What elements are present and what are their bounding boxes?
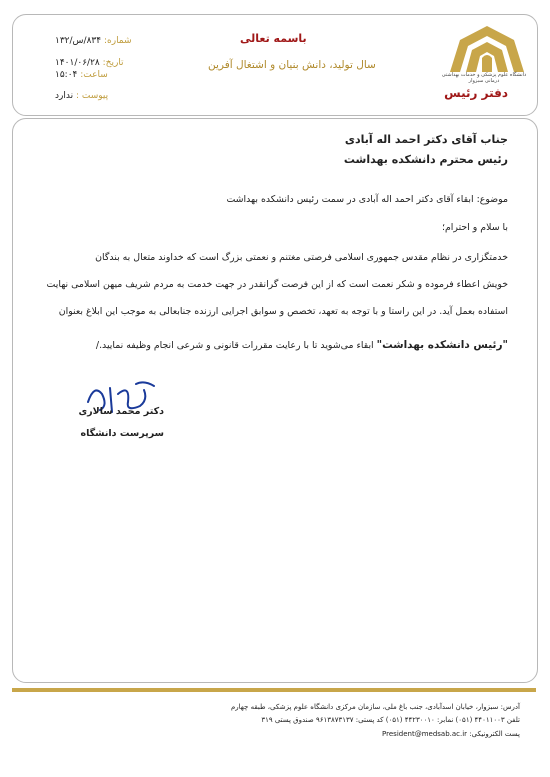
- footer-address: آدرس: سبزوار، خیابان اسدآبادی، جنب باغ ملی، سازمان مرکزی دانشگاه علوم پزشکی، طبقه چهارم: [230, 703, 520, 711]
- letter-number-value: ۸۳۴/س/۱۳۲: [55, 36, 102, 46]
- attachment-label: پیوست :: [75, 91, 109, 101]
- letter-date: [55, 58, 124, 68]
- footer-email: پست الکترونیکی: President@medsab.ac.ir: [382, 730, 520, 738]
- letter-date-label: تاریخ:: [102, 58, 124, 68]
- office-title: دفتر رئیس: [444, 86, 508, 100]
- letter-date-value: ۱۴۰۱/۰۶/۲۸: [55, 58, 100, 68]
- paragraph-last-line-rest: ابقاء می‌شوید تا با رعایت مقررات قانونی و شرعی انجام وظیفه نمایید./: [95, 340, 377, 351]
- bismillah-heading: باسمه تعالی: [240, 32, 307, 45]
- paragraph-line: خدمتگزاری در نظام مقدس جمهوری اسلامی فرصتی مغتنم و نعمتی بزرگ است که خداوند متعال به بندگان: [95, 252, 508, 263]
- paragraph-line: استفاده بعمل آید. در این راستا و با توجه به تعهد، تخصص و سوابق اجرایی ارزنده جنابعالی به موجب این ابلاغ بعنوان: [58, 306, 508, 317]
- position-title: "رئیس دانشکده بهداشت": [376, 339, 508, 351]
- paragraph-line: خویش اعطاء فرموده و شکر نعمت است که از این فرصت گرانقدر در جهت خدمت به مردم شریف میهن اسلامی نهایت: [46, 279, 508, 290]
- letter-number-label: شماره:: [103, 36, 132, 46]
- letter-time-label: ساعت:: [80, 70, 108, 80]
- signer-title: سرپرست دانشگاه: [80, 428, 164, 439]
- subject-line: موضوع: ابقاء آقای دکتر احمد اله آبادی در سمت رئیس دانشکده بهداشت: [226, 194, 508, 205]
- signer-name: دکتر محمد سالاری: [78, 406, 164, 417]
- letter-time-value: ۱۵:۰۴: [55, 70, 78, 80]
- footer-divider: [12, 688, 536, 692]
- recipient-title: رئیس محترم دانشکده بهداشت: [343, 153, 508, 166]
- university-name: دانشگاه علوم پزشکی و خدمات بهداشتی درمانی سبزوار: [441, 72, 527, 84]
- year-slogan: سال تولید، دانش بنیان و اشتغال آفرین: [208, 59, 376, 71]
- greeting: با سلام و احترام؛: [442, 222, 508, 233]
- letter-attachment: [55, 91, 108, 101]
- letter-time: [55, 70, 108, 80]
- paragraph-last-line: [36, 339, 508, 352]
- attachment-value: ندارد: [55, 91, 74, 101]
- letter-number: [55, 36, 132, 46]
- footer-contacts: تلفن ۴۴۰۱۱۰۰۳ (۰۵۱) نمابر: ۴۴۲۳۰۰۱۰ (۰۵۱) کد پستی: ۹۶۱۳۸۷۳۱۳۷ صندوق پستی ۳۱۹: [261, 716, 520, 724]
- recipient-name: جناب آقای دکتر احمد اله آبادی: [344, 133, 508, 146]
